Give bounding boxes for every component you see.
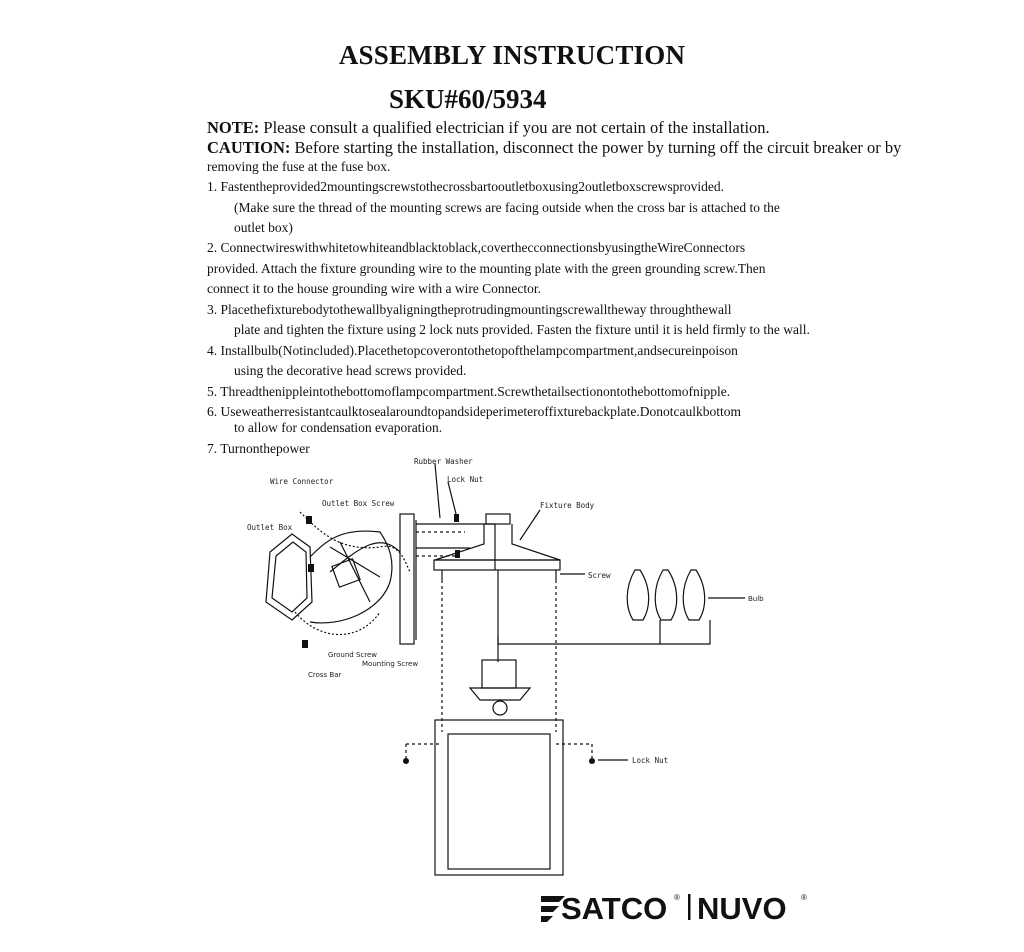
label-mounting-screw: Mounting Screw xyxy=(362,660,419,668)
lock-nut-right-icon xyxy=(589,758,595,764)
brand-satco-reg: ® xyxy=(674,893,680,902)
brand-divider xyxy=(688,894,691,920)
fixture-roof xyxy=(435,524,560,560)
step-5-line-1: 5. Threadthenippleintothebottomoflampcompartment.Screwthetailsectionontothebottomofnipple. xyxy=(207,384,731,399)
label-lock-nut-bottom: Lock Nut xyxy=(632,756,669,765)
step-2-line-1: 2. Connectwireswithwhitetowhiteandblacktoblack,coverthecconnectionsbyusingtheWireConnectors xyxy=(207,240,746,255)
brand-nuvo-reg: ® xyxy=(801,893,807,902)
fixture-body-leader xyxy=(520,510,540,540)
assembly-diagram xyxy=(230,452,790,882)
lock-nut-top-leader xyxy=(448,482,456,514)
step-2-line-2: provided. Attach the fixture grounding wire to the mounting plate with the green grounding screw.Then xyxy=(207,261,766,276)
note-label: NOTE: xyxy=(207,118,260,137)
caution-text-continued: removing the fuse at the fuse box. xyxy=(207,159,391,174)
step-1-line-3: outlet box) xyxy=(234,220,293,235)
socket-cup xyxy=(470,688,530,700)
wire-black xyxy=(300,512,410,572)
rubber-washer-leader xyxy=(435,464,440,518)
mounting-screws xyxy=(330,542,380,602)
step-1-line-2: (Make sure the thread of the mounting screws are facing outside when the cross bar is attached to the xyxy=(234,200,780,215)
wire-connector-2 xyxy=(308,564,314,572)
step-6-line-2: to allow for condensation evaporation. xyxy=(234,420,443,435)
step-3-line-1: 3. Placethefixturebodytothewallbyaligningtheprotrudingmountingscrewalltheway throughthewall xyxy=(207,302,732,317)
step-7-line-1: 7. Turnonthepower xyxy=(207,441,310,456)
lock-nut-mid-icon xyxy=(455,550,460,558)
note-text: Please consult a qualified electrician if you are not certain of the installation. xyxy=(259,118,770,137)
step-1-line-1: 1. Fastentheprovided2mountingscrewstothecrossbartooutletboxusing2outletboxscrewsprovided. xyxy=(207,179,725,194)
brand-nuvo: NUVO xyxy=(697,891,787,926)
wire-connector-3 xyxy=(302,640,308,648)
wire-white xyxy=(295,612,380,635)
lock-nut-top-icon xyxy=(454,514,459,522)
roof-rim xyxy=(434,560,560,570)
outlet-box-shape xyxy=(266,534,312,620)
label-wire-connector: Wire Connector xyxy=(270,477,334,486)
bulb-1 xyxy=(627,570,648,620)
label-rubber-washer: Rubber Washer xyxy=(414,457,473,466)
outlet-box-inner xyxy=(272,542,307,612)
caution-text: Before starting the installation, disconnect the power by turning off the circuit breaker or by xyxy=(290,138,902,157)
document-title: ASSEMBLY INSTRUCTION xyxy=(338,40,686,70)
label-cross-bar: Cross Bar xyxy=(308,671,342,679)
sku-number: SKU#60/5934 xyxy=(389,84,547,114)
socket xyxy=(482,660,516,688)
label-lock-nut-top: Lock Nut xyxy=(447,475,484,484)
lantern-glass xyxy=(448,734,550,869)
step-2-line-3: connect it to the house grounding wire with a wire Connector. xyxy=(207,281,542,296)
label-outlet-box-screw: Outlet Box Screw xyxy=(322,499,395,508)
fixture-arm xyxy=(416,524,495,570)
step-6-line-1: 6. Useweatherresistantcaulktosealaroundtopandsideperimeteroffixturebackplate.Donotcaulkbottom xyxy=(207,404,741,419)
caution-label: CAUTION: xyxy=(207,138,291,157)
label-screw: Screw xyxy=(588,571,611,580)
lock-nut-left-icon xyxy=(403,758,409,764)
bulb-3 xyxy=(683,570,704,620)
wire-connector-1 xyxy=(306,516,312,524)
step-4-line-1: 4. Installbulb(Notincluded).Placethetopcoverontothetopofthelampcompartment,andsecureinpoison xyxy=(207,343,738,358)
step-3-line-2: plate and tighten the fixture using 2 lock nuts provided. Fasten the fixture until it is held firmly to the wall. xyxy=(234,322,810,337)
brand-satco: SATCO xyxy=(561,891,668,926)
step-4-line-2: using the decorative head screws provided. xyxy=(234,363,467,378)
label-outlet-box: Outlet Box xyxy=(247,523,293,532)
socket-ball xyxy=(493,701,507,715)
finial xyxy=(486,514,510,524)
caution-line xyxy=(207,138,901,158)
lantern-frame xyxy=(435,720,563,875)
bulb-leader-lines xyxy=(498,620,710,644)
label-bulb: Bulb xyxy=(748,595,764,603)
brand-logo xyxy=(539,886,809,926)
bulb-2 xyxy=(655,570,676,620)
label-fixture-body: Fixture Body xyxy=(540,501,595,510)
wall-plate xyxy=(400,514,414,644)
note-line xyxy=(207,118,770,138)
label-ground-screw: Ground Screw xyxy=(328,651,378,659)
